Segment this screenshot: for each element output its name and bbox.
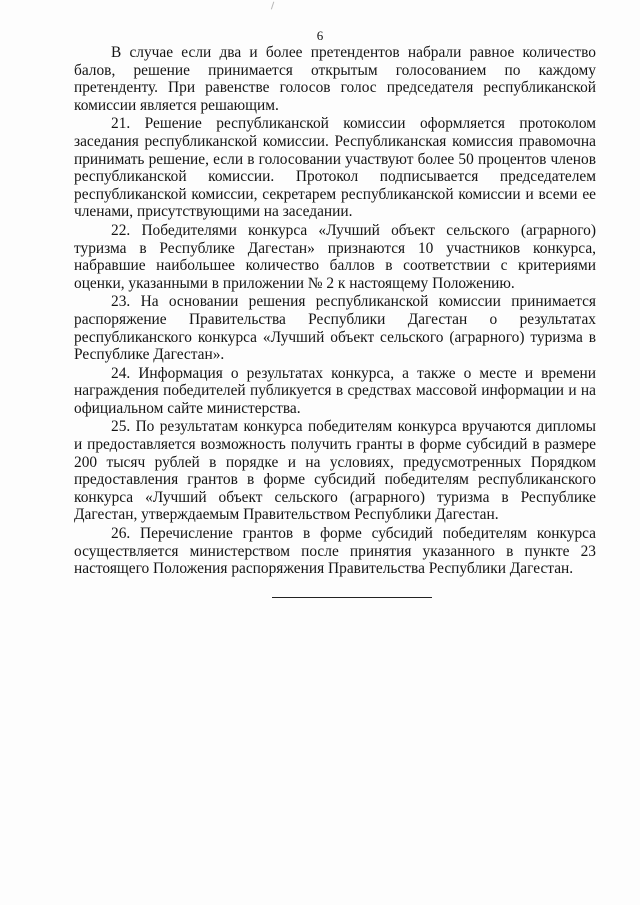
document-body bbox=[74, 44, 596, 578]
paragraph-23-order: 23. На основании решения республиканской комиссии принимается распоряжение Правительства Республики Дагестан о результатах республиканского конкурса «Лучший объект сельского (аграрного) туризма в Республике Дагестан». bbox=[74, 293, 596, 364]
paragraph-22-winners: 22. Победителями конкурса «Лучший объект сельского (аграрного) туризма в Республике Дагестан» признаются 10 участников конкурса, набравшие наибольшее количество баллов в соответствии с критериями оценки, указанными в приложении № 2 к настоящему Положению. bbox=[74, 221, 596, 292]
scan-artifact-mark bbox=[271, 2, 277, 11]
page-number: 6 bbox=[316, 28, 324, 43]
end-of-document-rule bbox=[272, 597, 432, 598]
paragraph-26-transfer: 26. Перечисление грантов в форме субсидий победителям конкурса осуществляется министерством после принятия указанного в пункте 23 настоящего Положения распоряжения Правительства Республики Дагестан. bbox=[74, 525, 596, 578]
paragraph-tie-vote: В случае если два и более претендентов набрали равное количество балов, решение принимается открытым голосованием по каждому претенденту. При равенстве голосов голос председателя республиканской комиссии является решающим. bbox=[74, 44, 596, 114]
paragraph-21-protocol: 21. Решение республиканской комиссии оформляется протоколом заседания республиканской комиссии. Республиканская комиссия правомочна принимать решение, если в голосовании участвуют более 50 процентов членов республиканской комиссии. Протокол подписывается председателем республиканской комиссии, секретарем республиканской комиссии и всеми ее членами, присутствующими на заседании. bbox=[74, 115, 596, 221]
paragraph-24-information: 24. Информация о результатах конкурса, а также о месте и времени награждения победителей публикуется в средствах массовой информации и на официальном сайте министерства. bbox=[74, 364, 596, 417]
paragraph-25-grants: 25. По результатам конкурса победителям конкурса вручаются дипломы и предоставляется возможность получить гранты в форме субсидий в размере 200 тысяч рублей в порядке и на условиях, предусмотренных Порядком предоставления грантов в форме субсидий победителям республиканского конкурса «Лучший объект сельского (аграрного) туризма в Республике Дагестан, утверждаемым Правительством Республики Дагестан. bbox=[74, 418, 596, 524]
